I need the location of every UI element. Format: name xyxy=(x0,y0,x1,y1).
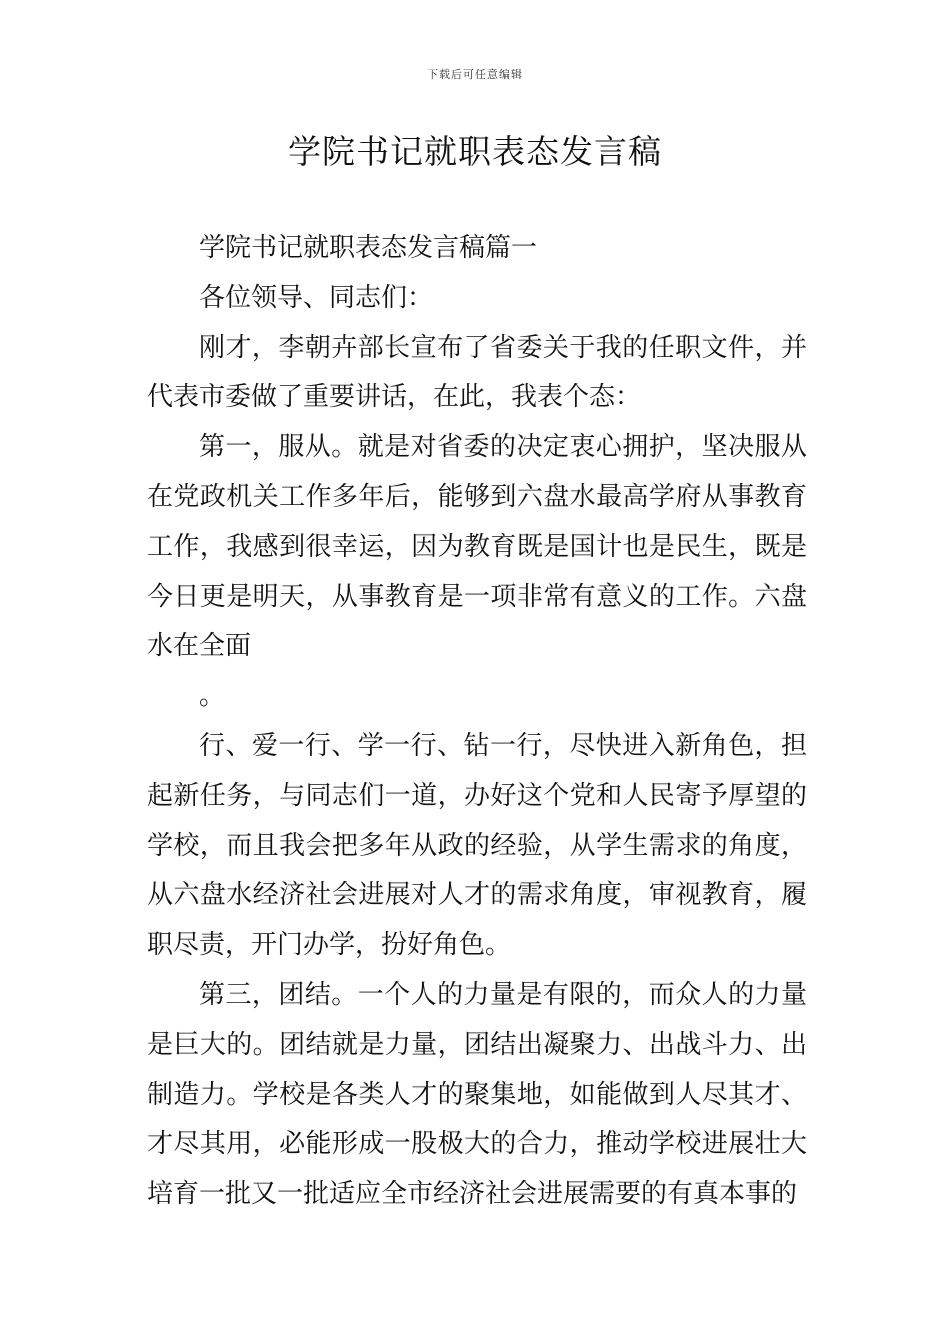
page-title: 学院书记就职表态发言稿 xyxy=(288,132,662,171)
paragraph-first-point: 第一，服从。就是对省委的决定衷心拥护，坚决服从在党政机关工作多年后，能够到六盘水最高学府从事教育工作，我感到很幸运，因为教育既是国计也是民生，既是今日更是明天，从事教育是一项非常有意义的工作。六盘水在全面 xyxy=(147,432,807,662)
document-body xyxy=(147,224,807,1220)
paragraph-continuation: 行、爱一行、学一行、钻一行，尽快进入新角色，担起新任务，与同志们一道，办好这个党和人民寄予厚望的学校，而且我会把多年从政的经验，从学生需求的角度，从六盘水经济社会进展对人才的需求角度，审视教育，履职尽责，开门办学，扮好角色。 xyxy=(147,730,807,961)
paragraph-third-point: 第三，团结。一个人的力量是有限的，而众人的力量是巨大的。团结就是力量，团结出凝聚力、出战斗力、出制造力。学校是各类人才的聚集地，如能做到人尽其才、才尽其用，必能形成一股极大的合力，推动学校进展壮大培育一批又一批适应全市经济社会进展需要的有真本事的 xyxy=(147,979,807,1210)
paragraph-salutation: 各位领导、同志们： xyxy=(199,282,434,313)
paragraph-subtitle: 学院书记就职表态发言稿篇一 xyxy=(199,233,538,263)
paragraph-intro: 刚才，李朝卉部长宣布了省委关于我的任职文件，并代表市委做了重要讲话，在此，我表个态： xyxy=(147,332,807,413)
header-note: 下载后可任意编辑 xyxy=(427,68,523,81)
paragraph-fragment: 。 xyxy=(199,681,226,712)
